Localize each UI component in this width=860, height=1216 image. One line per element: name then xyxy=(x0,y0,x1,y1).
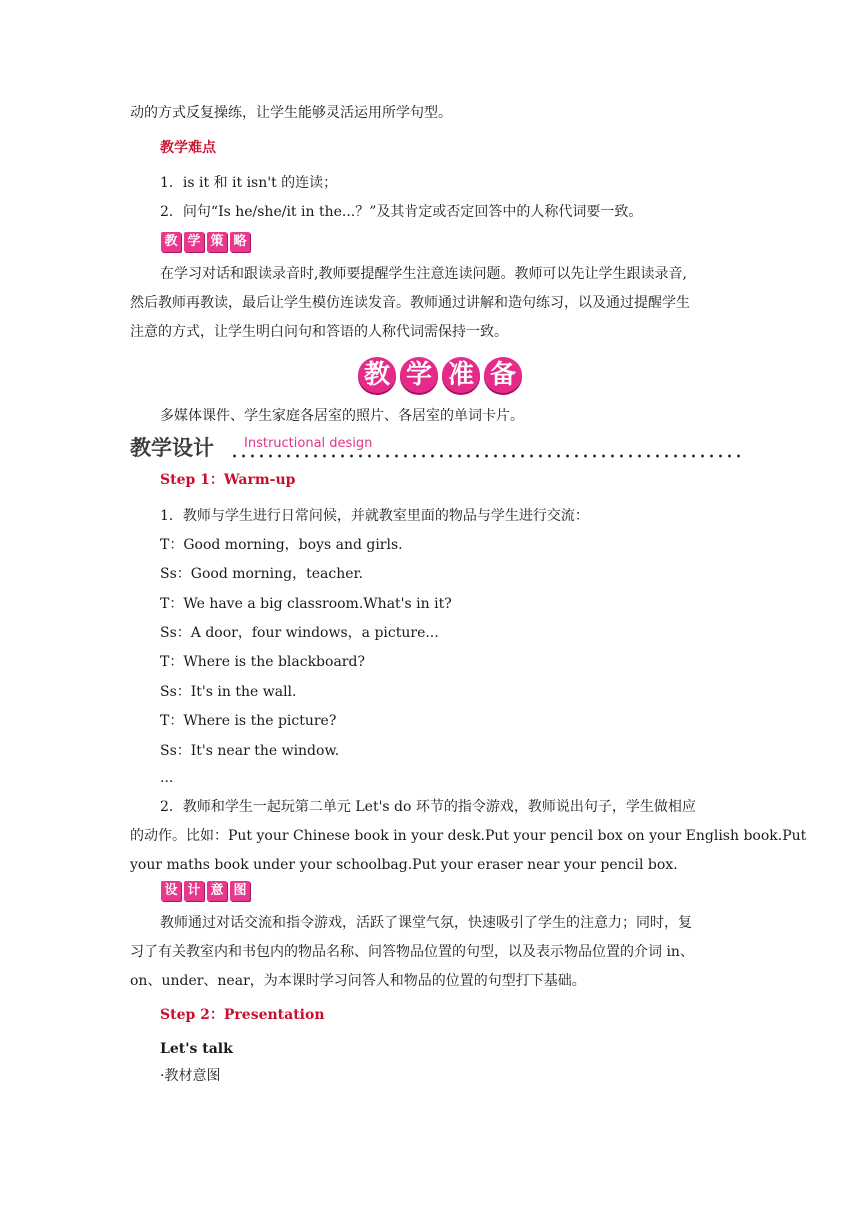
step1-game-line-2: 的动作。比如：Put your Chinese book in your desk.Put your pencil box on your English book.Put xyxy=(130,828,807,844)
tag-char: 策 xyxy=(207,232,227,252)
banner-char: 学 xyxy=(400,357,438,393)
ellipsis: ... xyxy=(160,770,174,786)
intent-line-2: 习了有关教室内和书包内的物品名称、问答物品位置的句型，以及表示物品位置的介词 in、 xyxy=(130,944,694,960)
tag-char: 学 xyxy=(184,232,204,252)
tag-char: 图 xyxy=(230,881,250,901)
tag-char: 计 xyxy=(184,881,204,901)
banner-char: 备 xyxy=(484,357,522,393)
dialogue-line: T：We have a big classroom.What's in it? xyxy=(160,596,452,612)
dialogue-line: T：Where is the picture? xyxy=(160,713,337,729)
difficulty-item-2: 2．问句“Is he/she/it in the...？”及其肯定或否定回答中的人称代词要一致。 xyxy=(160,204,643,220)
dialogue-line: T：Good morning，boys and girls. xyxy=(160,537,403,553)
tag-char: 略 xyxy=(230,232,250,252)
strategy-line-3: 注意的方式，让学生明白问句和答语的人称代词需保持一致。 xyxy=(130,324,508,340)
design-intent-tag xyxy=(161,881,250,903)
section-subtitle: Instructional design xyxy=(244,436,373,451)
strategy-line-2: 然后教师再教读，最后让学生模仿连读发音。教师通过讲解和造句练习，以及通过提醒学生 xyxy=(130,295,690,311)
dotted-divider xyxy=(230,454,740,458)
step1-game-line-1: 2．教师和学生一起玩第二单元 Let's do 环节的指令游戏，教师说出句子，学生做相应 xyxy=(160,799,696,815)
strategy-line-1: 在学习对话和跟读录音时,教师要提醒学生注意连读问题。教师可以先让学生跟读录音, xyxy=(160,266,687,282)
tag-char: 设 xyxy=(161,881,181,901)
section-heading xyxy=(130,432,740,462)
step1-heading: Step 1：Warm-up xyxy=(160,472,296,488)
paragraph-line: 动的方式反复操练，让学生能够灵活运用所学句型。 xyxy=(130,105,452,121)
dialogue-line: Ss：It's near the window. xyxy=(160,743,340,759)
banner-char: 教 xyxy=(358,357,396,393)
dialogue-line: Ss：Good morning，teacher. xyxy=(160,566,364,582)
preparation-text: 多媒体课件、学生家庭各居室的照片、各居室的单词卡片。 xyxy=(160,408,524,424)
tag-char: 教 xyxy=(161,232,181,252)
preparation-banner xyxy=(358,354,522,396)
step1-intro: 1．教师与学生进行日常问候，并就教室里面的物品与学生进行交流： xyxy=(160,508,589,524)
intent-line-1: 教师通过对话交流和指令游戏，活跃了课堂气氛，快速吸引了学生的注意力；同时，复 xyxy=(160,915,692,931)
tag-char: 意 xyxy=(207,881,227,901)
dialogue-line: T：Where is the blackboard? xyxy=(160,654,365,670)
material-intent-label: ·教材意图 xyxy=(160,1068,221,1084)
step1-game-line-3: your maths book under your schoolbag.Put your eraser near your pencil box. xyxy=(130,857,678,873)
dialogue-line: Ss：It's in the wall. xyxy=(160,684,297,700)
dialogue-line: Ss：A door，four windows，a picture... xyxy=(160,625,439,641)
strategy-tag xyxy=(161,232,250,254)
difficulty-item-1: 1．is it 和 it isn't 的连读； xyxy=(160,175,338,191)
difficulty-heading: 教学难点 xyxy=(160,140,216,156)
intent-line-3: on、under、near，为本课时学习问答人和物品的位置的句型打下基础。 xyxy=(130,973,586,989)
banner-char: 准 xyxy=(442,357,480,393)
section-title: 教学设计 xyxy=(130,436,214,460)
lets-talk-heading: Let's talk xyxy=(160,1041,233,1057)
step2-heading: Step 2：Presentation xyxy=(160,1007,325,1023)
